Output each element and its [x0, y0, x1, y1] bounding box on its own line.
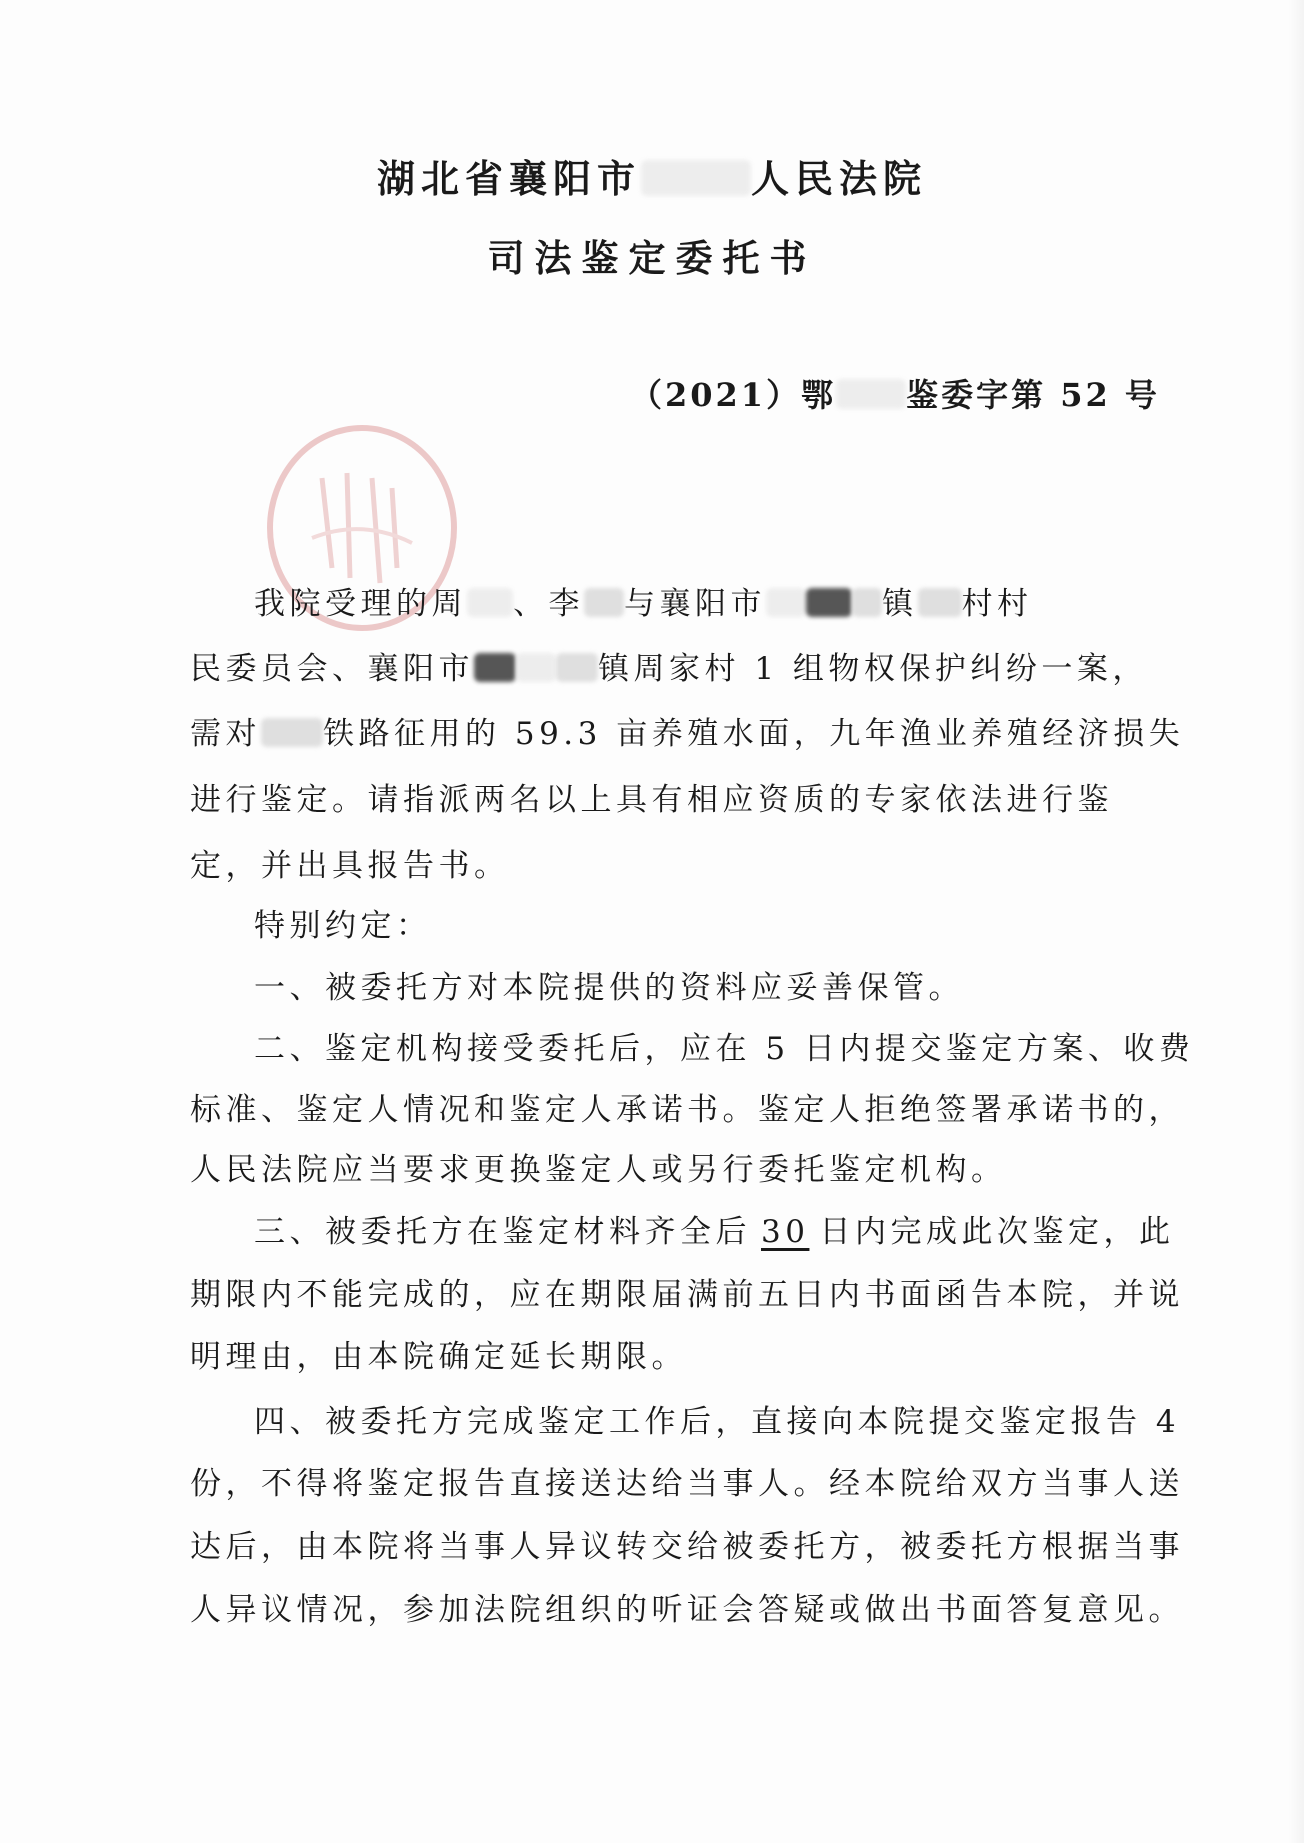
text-segment: 日内完成此次鉴定，此	[819, 1214, 1175, 1250]
body-line: 明理由，由本院确定延长期限。	[190, 1339, 687, 1375]
doc-number-suffix: 鉴委字第 52 号	[906, 376, 1160, 414]
body-line: 进行鉴定。请指派两名以上具有相应资质的专家依法进行鉴	[190, 782, 1113, 818]
agreement-item-3	[254, 1210, 1175, 1254]
special-agreement-heading: 特别约定：	[254, 908, 432, 944]
text-segment: 需对	[190, 716, 261, 752]
text-segment: 镇周家村 1 组物权保护纠纷一案，	[598, 651, 1148, 687]
redacted-block	[516, 653, 556, 682]
redacted-block	[806, 588, 852, 617]
redacted-block	[467, 588, 513, 617]
agreement-item-1: 一、被委托方对本院提供的资料应妥善保管。	[254, 970, 964, 1006]
body-line: 定，并出具报告书。	[190, 848, 510, 884]
redacted-block	[584, 588, 624, 617]
court-title	[0, 148, 1304, 203]
body-line: 人民法院应当要求更换鉴定人或另行委托鉴定机构。	[190, 1152, 1007, 1188]
text-segment: 镇	[882, 586, 918, 622]
body-line: 份，不得将鉴定报告直接送达给当事人。经本院给双方当事人送	[190, 1466, 1184, 1502]
body-line	[190, 712, 1185, 756]
agreement-item-4: 四、被委托方完成鉴定工作后，直接向本院提交鉴定报告 4	[254, 1404, 1181, 1440]
text-segment: 民委员会、襄阳市	[190, 651, 474, 687]
deadline-days: 30	[761, 1214, 810, 1250]
text-segment: 三、被委托方在鉴定材料齐全后	[254, 1214, 751, 1250]
body-line	[254, 582, 1090, 626]
title-part1: 湖北省襄阳市	[376, 156, 641, 201]
text-segment: 与襄阳市	[624, 586, 766, 622]
redacted-block	[766, 588, 806, 617]
body-line: 人异议情况，参加法院组织的听证会答疑或做出书面答复意见。	[190, 1592, 1184, 1628]
doc-number-prefix: （2021）鄂	[630, 376, 837, 414]
redacted-block	[852, 588, 882, 617]
text-segment: 村村	[961, 586, 1033, 622]
document-number	[630, 370, 1160, 416]
redacted-block	[918, 588, 962, 617]
agreement-item-2: 二、鉴定机构接受委托后，应在 5 日内提交鉴定方案、收费	[254, 1031, 1195, 1067]
redacted-block	[261, 718, 323, 747]
body-line: 期限内不能完成的，应在期限届满前五日内书面函告本院，并说	[190, 1277, 1184, 1313]
body-line: 标准、鉴定人情况和鉴定人承诺书。鉴定人拒绝签署承诺书的，	[190, 1092, 1184, 1128]
redacted-block	[474, 653, 516, 682]
redacted-block	[556, 653, 598, 682]
document-title: 司法鉴定委托书	[487, 236, 817, 280]
text-segment: 、李	[513, 586, 584, 622]
text-segment: 铁路征用的 59.3 亩养殖水面，九年渔业养殖经济损失	[323, 716, 1185, 752]
redacted-block	[836, 379, 906, 409]
text-segment: 我院受理的周	[254, 586, 467, 622]
body-line	[190, 647, 1148, 691]
redacted-block	[641, 160, 751, 196]
body-line: 达后，由本院将当事人异议转交给被委托方，被委托方根据当事	[190, 1529, 1184, 1565]
title-part2: 人民法院	[751, 156, 928, 201]
